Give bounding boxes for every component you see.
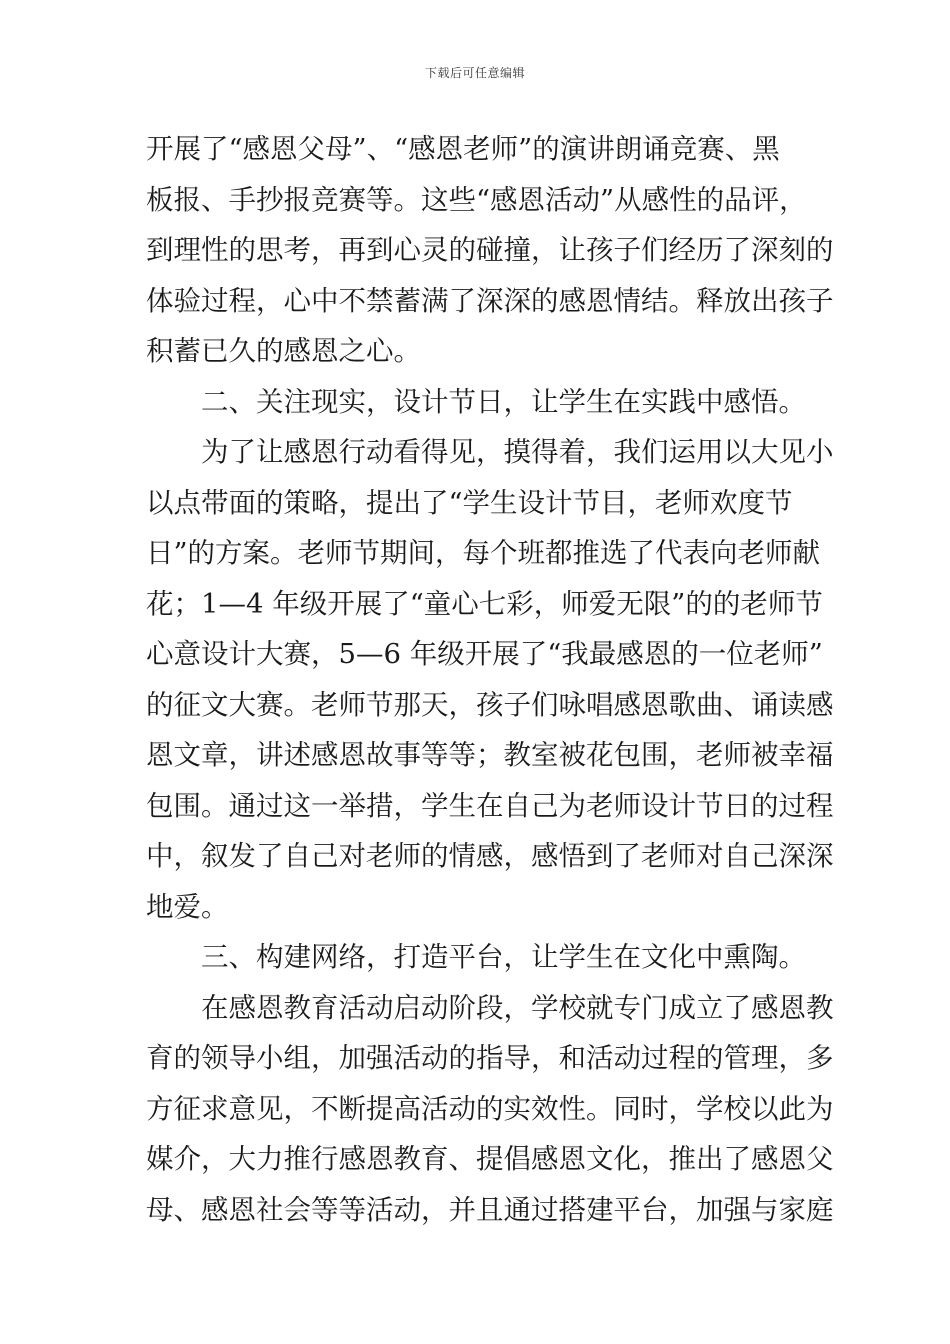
text-line: 地爱。 bbox=[146, 890, 229, 923]
text-line: 体验过程，心中不禁蓄满了深深的感恩情结。释放出孩子 bbox=[146, 284, 834, 317]
text-line: 的征文大赛。老师节那天，孩子们咏唱感恩歌曲、诵读感 bbox=[146, 688, 834, 721]
text-line: 积蓄已久的感恩之心。 bbox=[146, 335, 421, 367]
text-line: 媒介，大力推行感恩教育、提倡感恩文化，推出了感恩父 bbox=[146, 1143, 834, 1175]
text-line: 育的领导小组，加强活动的指导，和活动过程的管理，多 bbox=[146, 1042, 834, 1074]
text-line: 为了让感恩行动看得见，摸得着，我们运用以大见小 bbox=[201, 436, 834, 468]
text-line: 心意设计大赛，5—6 年级开展了“我最感恩的一位老师” bbox=[146, 638, 823, 670]
text-line: 恩文章，讲述感恩故事等等；教室被花包围，老师被幸福 bbox=[146, 739, 834, 771]
section-heading: 二、关注现实，设计节日，让学生在实践中感悟。 bbox=[201, 385, 806, 418]
text-line: 母、感恩社会等等活动，并且通过搭建平台，加强与家庭 bbox=[146, 1193, 834, 1226]
page-header: 下载后可任意编辑 bbox=[424, 66, 525, 80]
text-line: 开展了“感恩父母”、“感恩老师”的演讲朗诵竞赛、黑 bbox=[146, 133, 780, 165]
text-line: 花；1—4 年级开展了“童心七彩，师爱无限”的的老师节 bbox=[146, 587, 823, 620]
text-line: 到理性的思考，再到心灵的碰撞，让孩子们经历了深刻的 bbox=[146, 234, 834, 266]
text-line: 日”的方案。老师节期间，每个班都推选了代表向老师献 bbox=[146, 537, 821, 569]
text-line: 以点带面的策略，提出了“学生设计节目，老师欢度节 bbox=[146, 486, 793, 519]
text-line: 包围。通过这一举措，学生在自己为老师设计节日的过程 bbox=[146, 789, 834, 822]
text-line: 方征求意见，不断提高活动的实效性。同时，学校以此为 bbox=[146, 1092, 834, 1125]
document-body bbox=[146, 124, 834, 1235]
text-line: 板报、手抄报竞赛等。这些“感恩活动”从感性的品评， bbox=[146, 183, 807, 216]
text-line: 在感恩教育活动启动阶段，学校就专门成立了感恩教 bbox=[201, 991, 834, 1024]
text-line: 中，叙发了自己对老师的情感，感悟到了老师对自己深深 bbox=[146, 840, 834, 872]
section-heading: 三、构建网络，打造平台，让学生在文化中熏陶。 bbox=[201, 941, 806, 973]
